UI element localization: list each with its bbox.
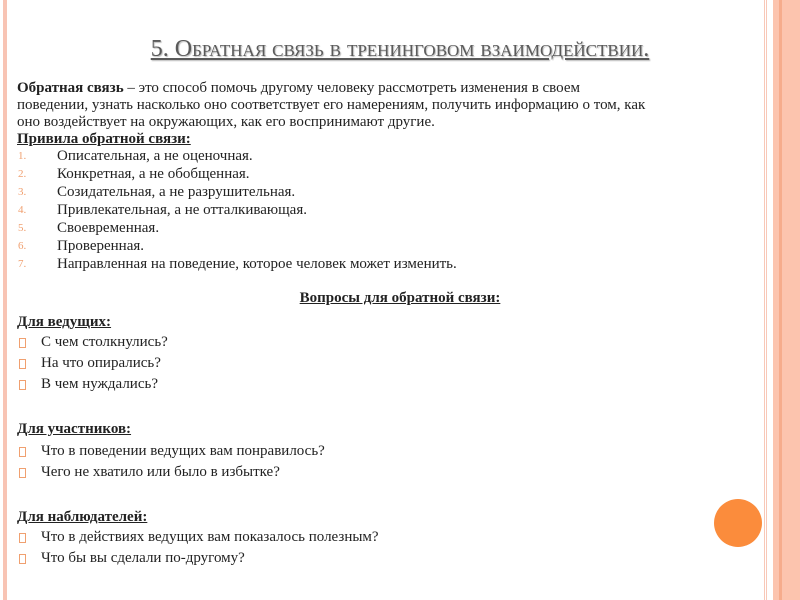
intro-line-1 bbox=[17, 79, 580, 97]
question-item: Что бы вы сделали по-другому? bbox=[41, 550, 245, 566]
rule-number: 3. bbox=[18, 186, 27, 198]
bullet-icon bbox=[19, 447, 26, 457]
rule-item: Привлекательная, а не отталкивающая. bbox=[57, 202, 307, 218]
rule-item: Конкретная, а не обобщенная. bbox=[57, 166, 250, 182]
bullet-icon bbox=[19, 359, 26, 369]
participants-heading: Для участников: bbox=[17, 421, 132, 437]
rule-number: 5. bbox=[18, 222, 27, 234]
rule-number: 2. bbox=[18, 168, 27, 180]
bullet-icon bbox=[19, 533, 26, 543]
question-item: На что опирались? bbox=[41, 355, 161, 371]
bullet-icon bbox=[19, 468, 26, 478]
question-item: Чего не хватило или было в избытке? bbox=[41, 464, 280, 480]
question-item: Что в действиях ведущих вам показалось полезным? bbox=[41, 529, 379, 545]
question-item: В чем нуждались? bbox=[41, 376, 158, 392]
rule-number: 6. bbox=[18, 240, 27, 252]
intro-term: Обратная связь bbox=[17, 80, 124, 96]
rule-number: 1. bbox=[18, 150, 27, 162]
questions-heading: Вопросы для обратной связи: bbox=[299, 290, 501, 306]
observers-heading: Для наблюдателей: bbox=[17, 509, 148, 525]
intro-text: – это способ помочь другому человеку рассмотреть изменения в своем bbox=[123, 80, 580, 96]
slide-title: 5. Обратная связь в тренинговом взаимодействии. bbox=[150, 36, 650, 62]
rule-number: 4. bbox=[18, 204, 27, 216]
question-item: Что в поведении ведущих вам понравилось? bbox=[41, 443, 325, 459]
bullet-icon bbox=[19, 338, 26, 348]
rule-item: Направленная на поведение, которое человек может изменить. bbox=[57, 256, 457, 272]
rules-heading: Привила обратной связи: bbox=[17, 131, 191, 147]
intro-line-2: поведении, узнать насколько оно соответствует его намерениям, получить информацию о том, как bbox=[17, 97, 646, 113]
bullet-icon bbox=[19, 380, 26, 390]
rule-item: Описательная, а не оценочная. bbox=[57, 148, 253, 164]
intro-line-3: оно воздействует на окружающих, как его воспринимают другие. bbox=[17, 114, 435, 130]
rule-item: Созидательная, а не разрушительная. bbox=[57, 184, 296, 200]
question-item: С чем столкнулись? bbox=[41, 334, 168, 350]
bullet-icon bbox=[19, 554, 26, 564]
rule-number: 7. bbox=[18, 258, 27, 270]
decorative-circle bbox=[714, 499, 762, 547]
leaders-heading: Для ведущих: bbox=[17, 314, 112, 330]
rule-item: Проверенная. bbox=[57, 238, 145, 254]
rule-item: Своевременная. bbox=[57, 220, 160, 236]
